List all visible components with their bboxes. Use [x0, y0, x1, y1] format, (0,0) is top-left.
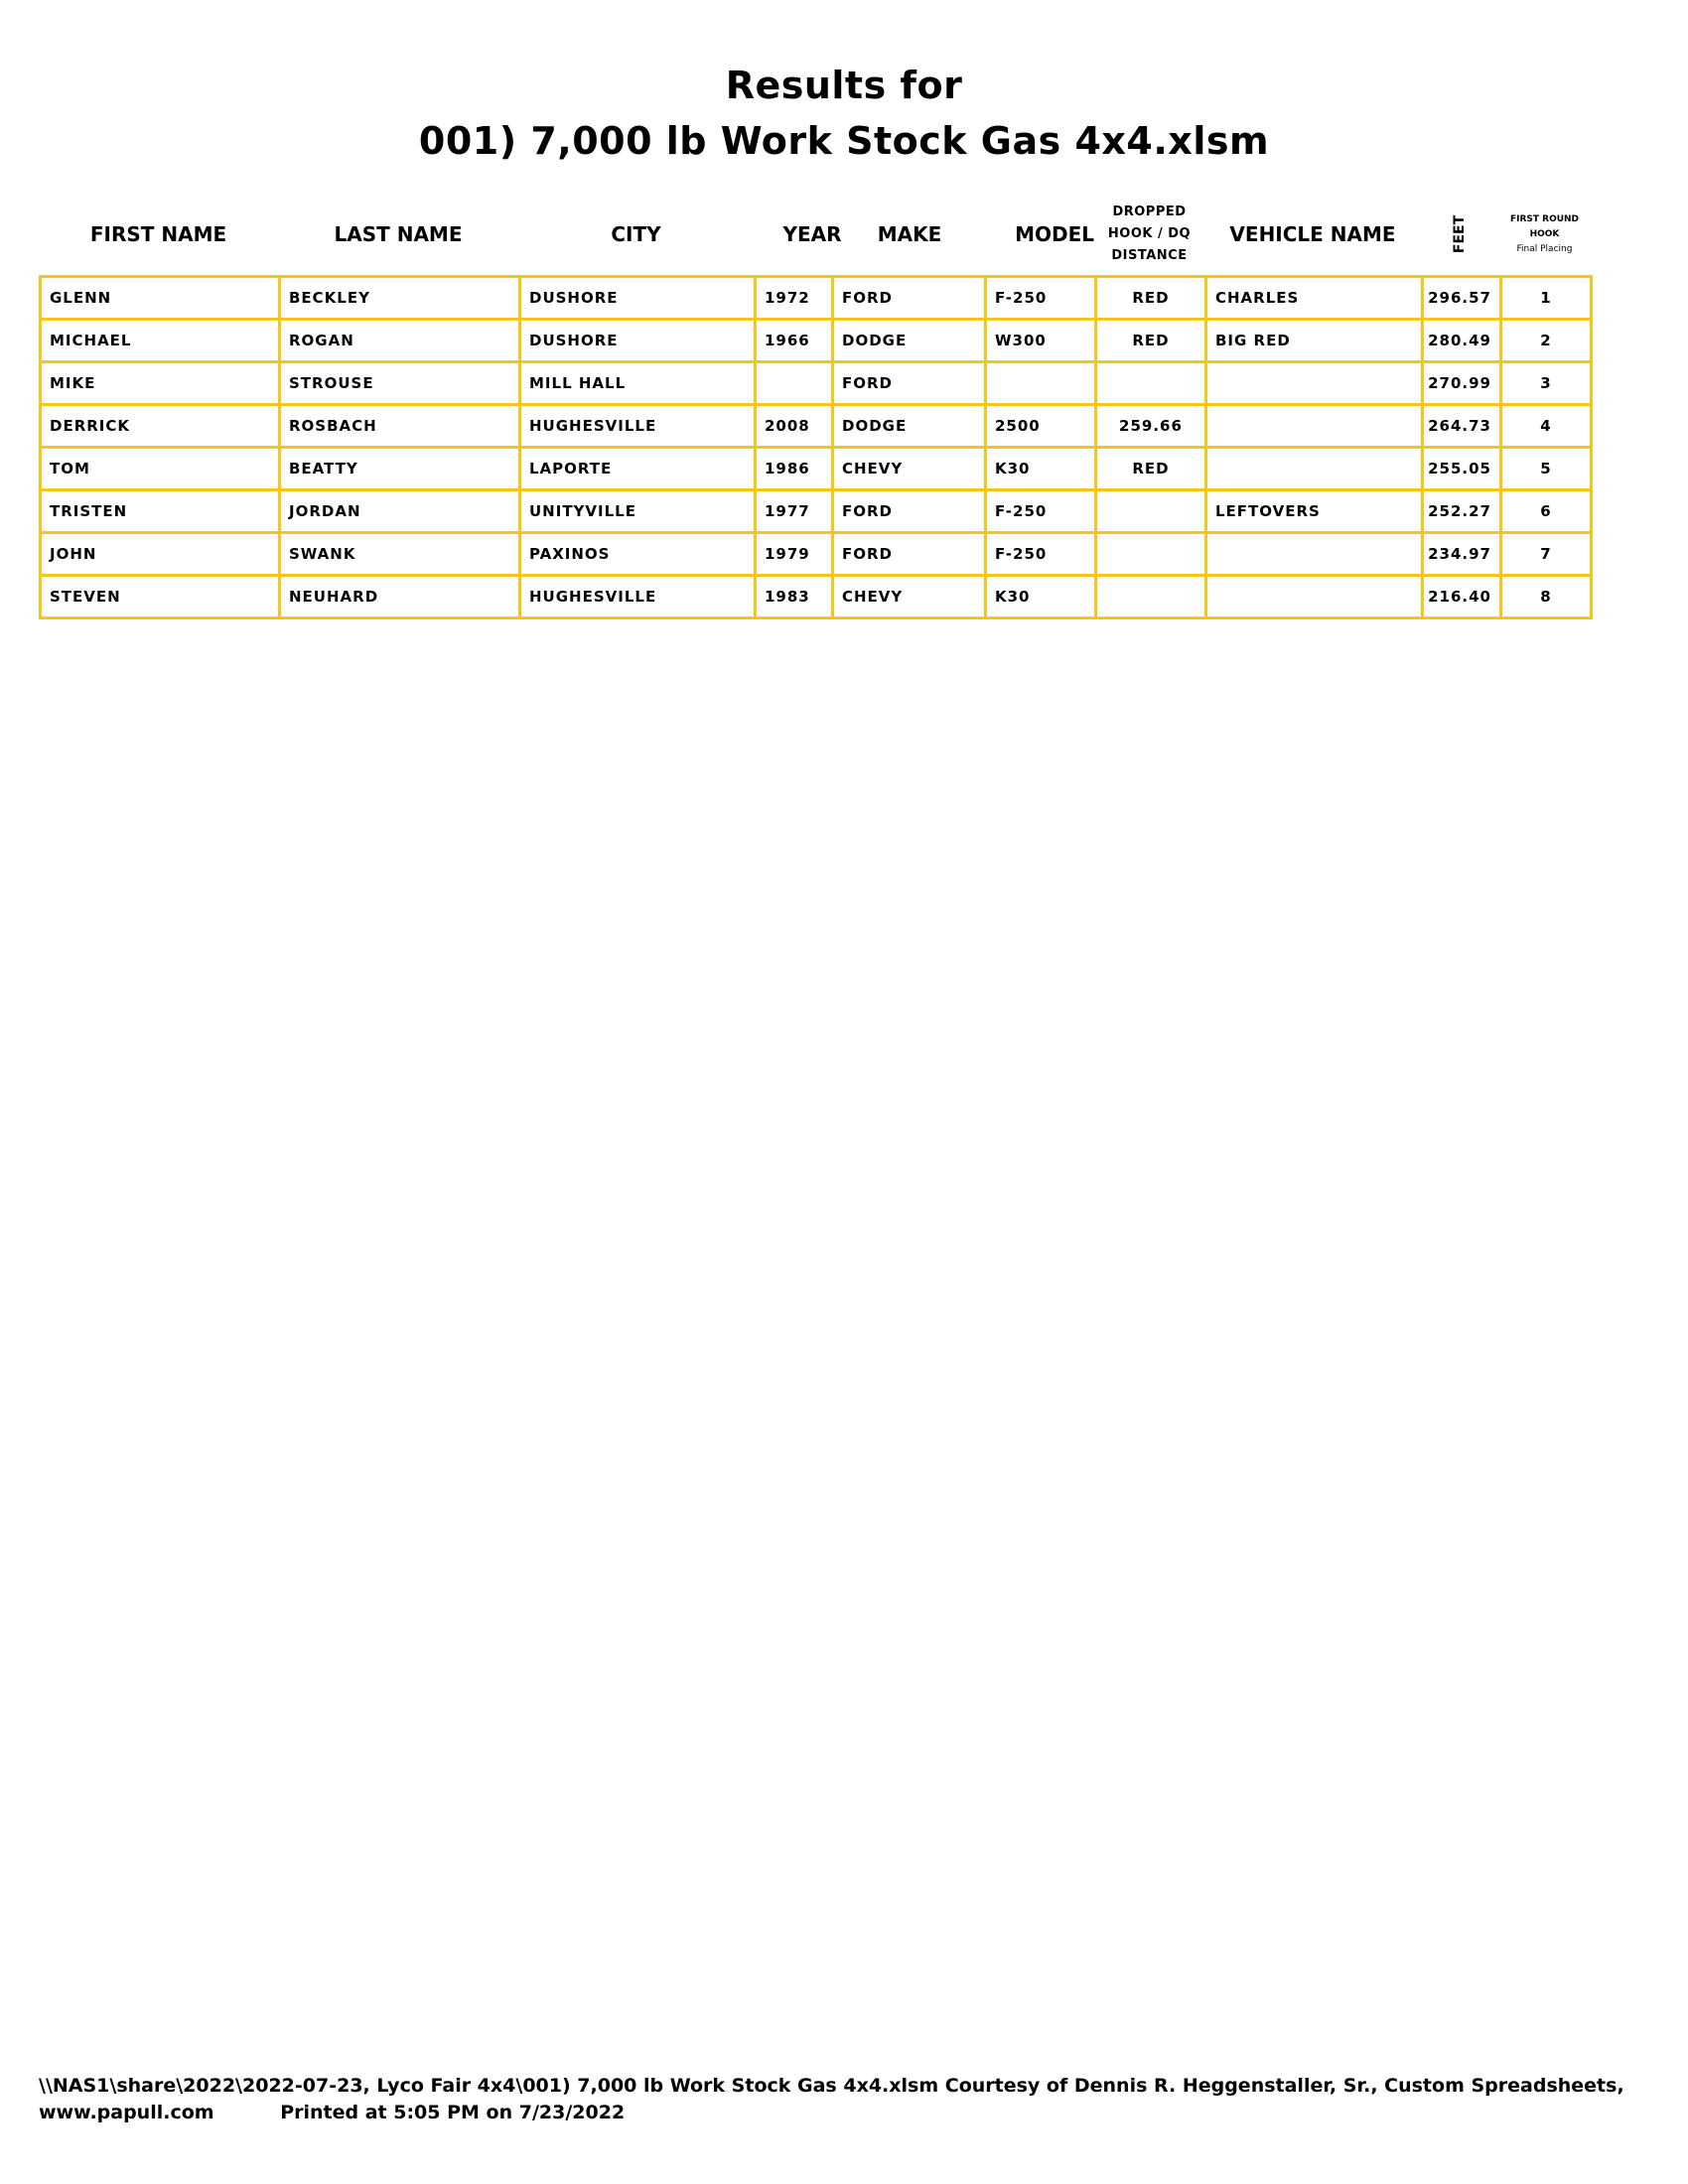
cell-year: 1977 — [756, 490, 833, 533]
cell-first-name: GLENN — [41, 277, 280, 320]
table-row — [41, 533, 1592, 576]
table-row — [41, 448, 1592, 490]
cell-last-name: ROSBACH — [280, 405, 520, 448]
cell-dropped-hook — [1096, 576, 1206, 618]
cell-city: HUGHESVILLE — [520, 405, 756, 448]
cell-vehicle-name: BIG RED — [1206, 320, 1423, 362]
cell-last-name: BECKLEY — [280, 277, 520, 320]
cell-model: F-250 — [986, 490, 1096, 533]
cell-vehicle-name — [1206, 362, 1423, 405]
cell-model: K30 — [986, 448, 1096, 490]
cell-final-placing: 4 — [1501, 405, 1592, 448]
table-row — [41, 362, 1592, 405]
cell-make: DODGE — [833, 320, 986, 362]
cell-first-name: STEVEN — [41, 576, 280, 618]
table-row — [41, 405, 1592, 448]
cell-feet: 280.49 — [1423, 320, 1501, 362]
cell-vehicle-name: LEFTOVERS — [1206, 490, 1423, 533]
cell-vehicle-name — [1206, 448, 1423, 490]
header-placing-line-1: FIRST ROUND — [1509, 213, 1580, 224]
cell-dropped-hook: RED — [1096, 277, 1206, 320]
cell-last-name: BEATTY — [280, 448, 520, 490]
cell-city: UNITYVILLE — [520, 490, 756, 533]
header-last-name: LAST NAME — [334, 222, 463, 246]
header-year: YEAR — [782, 222, 842, 246]
table-row — [41, 320, 1592, 362]
cell-last-name: STROUSE — [280, 362, 520, 405]
cell-model: F-250 — [986, 277, 1096, 320]
cell-final-placing: 7 — [1501, 533, 1592, 576]
cell-dropped-hook — [1096, 490, 1206, 533]
header-placing-line-2: HOOK — [1529, 228, 1560, 239]
cell-final-placing: 3 — [1501, 362, 1592, 405]
footer-website: www.papull.com — [39, 2102, 214, 2123]
cell-year: 1986 — [756, 448, 833, 490]
cell-feet: 270.99 — [1423, 362, 1501, 405]
cell-dropped-hook — [1096, 533, 1206, 576]
cell-dropped-hook: 259.66 — [1096, 405, 1206, 448]
header-feet-label: FEET — [1452, 214, 1469, 254]
cell-make: CHEVY — [833, 448, 986, 490]
results-body — [41, 277, 1592, 618]
cell-year: 1979 — [756, 533, 833, 576]
header-feet — [1421, 199, 1499, 270]
header-final-placing — [1499, 199, 1590, 270]
cell-dropped-hook: RED — [1096, 320, 1206, 362]
cell-make: FORD — [833, 490, 986, 533]
cell-last-name: NEUHARD — [280, 576, 520, 618]
cell-city: LAPORTE — [520, 448, 756, 490]
cell-city: MILL HALL — [520, 362, 756, 405]
cell-model: K30 — [986, 576, 1096, 618]
cell-final-placing: 1 — [1501, 277, 1592, 320]
footer-printed-time: Printed at 5:05 PM on 7/23/2022 — [280, 2102, 626, 2123]
cell-vehicle-name — [1206, 533, 1423, 576]
cell-feet: 216.40 — [1423, 576, 1501, 618]
header-first-name: FIRST NAME — [89, 222, 227, 246]
cell-dropped-hook — [1096, 362, 1206, 405]
cell-year: 2008 — [756, 405, 833, 448]
header-model: MODEL — [1015, 222, 1094, 246]
header-dropped-line-2: HOOK / DQ — [1107, 226, 1192, 241]
cell-final-placing: 5 — [1501, 448, 1592, 490]
cell-feet: 252.27 — [1423, 490, 1501, 533]
title-line-2: 001) 7,000 lb Work Stock Gas 4x4.xlsm — [418, 119, 1270, 163]
header-make: MAKE — [877, 222, 942, 246]
cell-last-name: ROGAN — [280, 320, 520, 362]
header-dropped-line-3: DISTANCE — [1111, 248, 1188, 263]
cell-year: 1983 — [756, 576, 833, 618]
header-dropped-hook — [1094, 199, 1204, 270]
cell-final-placing: 6 — [1501, 490, 1592, 533]
cell-feet: 296.57 — [1423, 277, 1501, 320]
footer-path: \\NAS1\share\2022\2022-07-23, Lyco Fair 4x4\001) 7,000 lb Work Stock Gas 4x4.xlsm Courtesy of Dennis R. Heggenstaller, Sr., Custom Spreadsheets, — [39, 2075, 1624, 2097]
cell-vehicle-name — [1206, 405, 1423, 448]
cell-make: CHEVY — [833, 576, 986, 618]
table-row — [41, 576, 1592, 618]
cell-feet: 264.73 — [1423, 405, 1501, 448]
cell-first-name: TOM — [41, 448, 280, 490]
table-row — [41, 277, 1592, 320]
cell-vehicle-name — [1206, 576, 1423, 618]
cell-city: DUSHORE — [520, 320, 756, 362]
cell-final-placing: 2 — [1501, 320, 1592, 362]
cell-model: W300 — [986, 320, 1096, 362]
cell-first-name: JOHN — [41, 533, 280, 576]
cell-model: 2500 — [986, 405, 1096, 448]
cell-city: HUGHESVILLE — [520, 576, 756, 618]
cell-make: FORD — [833, 533, 986, 576]
cell-feet: 255.05 — [1423, 448, 1501, 490]
cell-make: DODGE — [833, 405, 986, 448]
cell-city: PAXINOS — [520, 533, 756, 576]
footer-line-2 — [39, 2102, 625, 2123]
cell-make: FORD — [833, 362, 986, 405]
cell-feet: 234.97 — [1423, 533, 1501, 576]
cell-model — [986, 362, 1096, 405]
cell-first-name: TRISTEN — [41, 490, 280, 533]
header-city: CITY — [611, 222, 661, 246]
cell-dropped-hook: RED — [1096, 448, 1206, 490]
cell-first-name: MICHAEL — [41, 320, 280, 362]
cell-city: DUSHORE — [520, 277, 756, 320]
header-vehicle-name: VEHICLE NAME — [1229, 222, 1396, 246]
cell-make: FORD — [833, 277, 986, 320]
title-line-1: Results for — [725, 64, 963, 107]
cell-year: 1972 — [756, 277, 833, 320]
header-dropped-line-1: DROPPED — [1112, 205, 1187, 219]
cell-first-name: MIKE — [41, 362, 280, 405]
cell-vehicle-name: CHARLES — [1206, 277, 1423, 320]
cell-year: 1966 — [756, 320, 833, 362]
cell-model: F-250 — [986, 533, 1096, 576]
results-table — [39, 275, 1593, 619]
header-placing-line-3: Final Placing — [1516, 243, 1573, 254]
cell-last-name: SWANK — [280, 533, 520, 576]
cell-final-placing: 8 — [1501, 576, 1592, 618]
cell-first-name: DERRICK — [41, 405, 280, 448]
cell-year — [756, 362, 833, 405]
table-row — [41, 490, 1592, 533]
cell-last-name: JORDAN — [280, 490, 520, 533]
